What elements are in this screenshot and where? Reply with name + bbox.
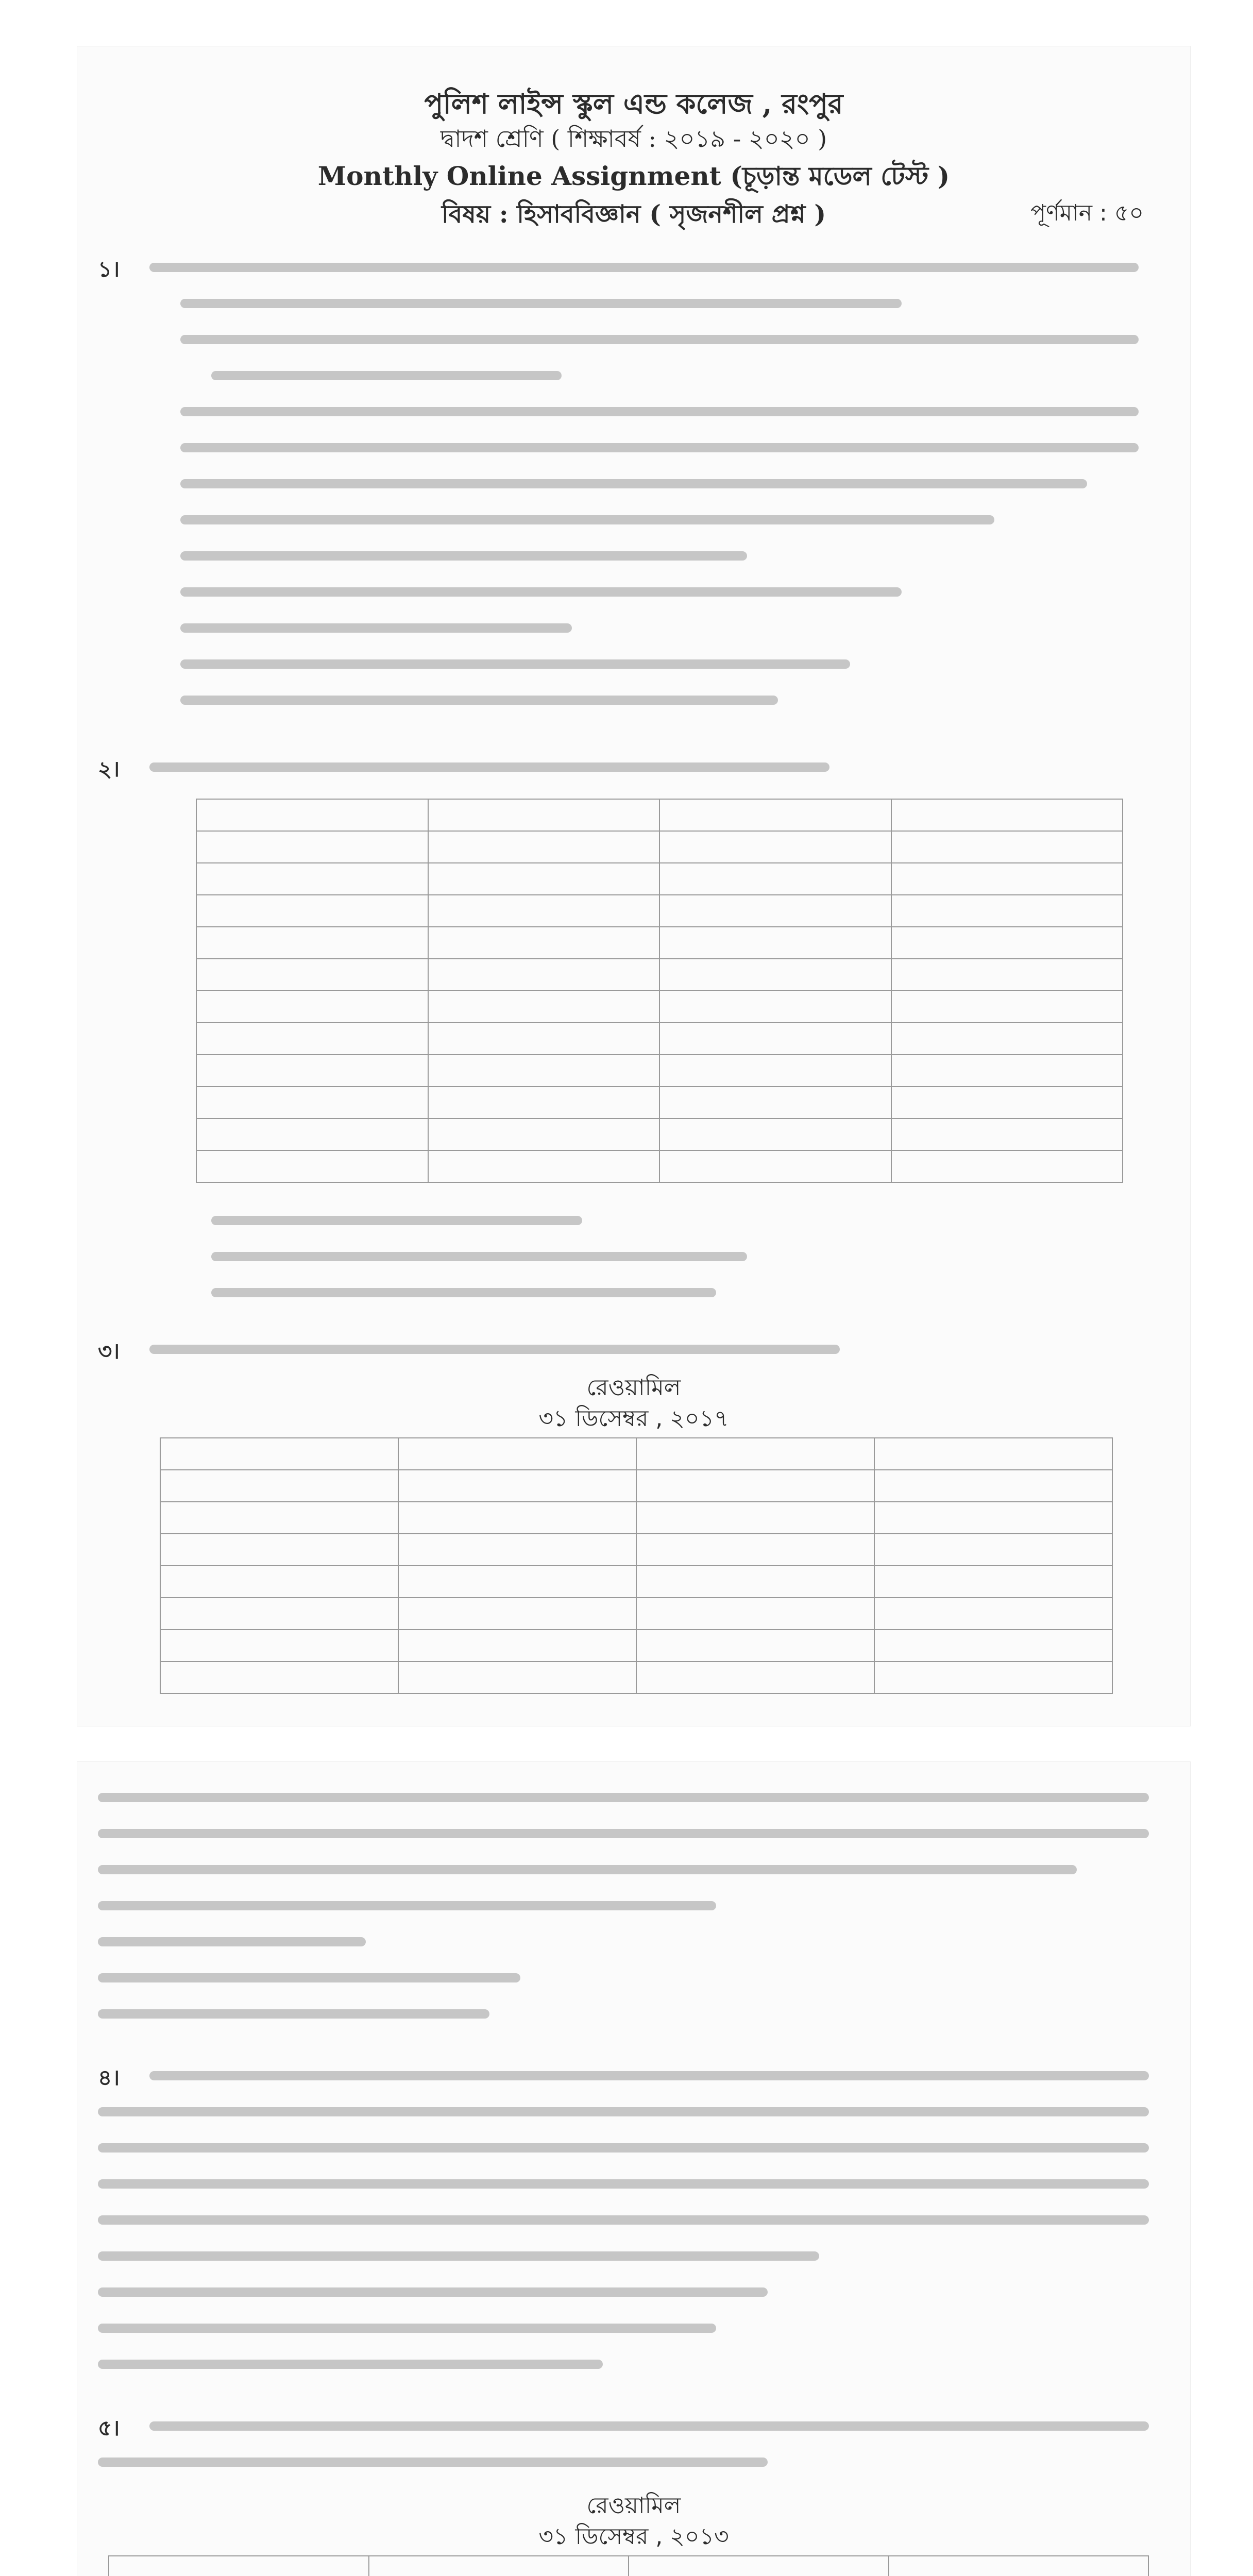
text-line [180, 335, 1139, 344]
text-line [180, 443, 1139, 452]
assignment-title: Monthly Online Assignment (চূড়ান্ত মডেল টেস্ট ) [317, 161, 950, 191]
subject-title: বিষয় : হিসাববিজ্ঞান ( সৃজনশীল প্রশ্ন ) [441, 200, 826, 229]
text-line [211, 1216, 582, 1225]
text-line [149, 1345, 840, 1354]
text-line [180, 623, 572, 633]
class-year: দ্বাদশ শ্রেণি ( শিক্ষাবর্ষ : ২০১৯ - ২০২০ ) [440, 125, 827, 152]
question-4-number: ৪। [98, 2065, 120, 2090]
text-line [180, 479, 1087, 488]
question-3-number: ৩। [98, 1338, 120, 1364]
text-line [98, 2179, 1149, 2189]
text-line [98, 1793, 1149, 1802]
text-line [98, 2458, 768, 2467]
text-line [180, 587, 902, 597]
full-marks: পূর্ণমান : ৫০ [1030, 200, 1144, 226]
text-line [180, 515, 994, 524]
text-line [98, 2360, 603, 2369]
text-line [211, 371, 562, 380]
question-1-number: ১। [98, 257, 120, 282]
text-line [98, 2324, 716, 2333]
trial-balance-table-q5 [108, 2555, 1149, 2576]
trial-balance-title: রেওয়ামিল [586, 2493, 681, 2519]
text-line [180, 299, 902, 308]
ledger-table-q2 [196, 799, 1123, 1183]
text-line [180, 659, 850, 669]
question-2-number: ২। [98, 756, 120, 782]
text-line [180, 551, 747, 561]
text-line [98, 2107, 1149, 2116]
page-2 [77, 1762, 1190, 2576]
text-line [180, 696, 778, 705]
text-line [98, 1829, 1149, 1838]
text-line [149, 2071, 1149, 2080]
text-line [98, 2009, 489, 2019]
text-line [98, 1937, 366, 1946]
text-line [98, 2143, 1149, 2153]
text-line [180, 407, 1139, 416]
trial-balance-title: রেওয়ামিল [586, 1375, 681, 1401]
question-5-number: ৫। [98, 2415, 120, 2441]
school-name: পুলিশ লাইন্স স্কুল এন্ড কলেজ , রংপুর [424, 87, 843, 120]
page-1 [77, 46, 1190, 1726]
text-line [98, 1865, 1077, 1874]
text-line [98, 2215, 1149, 2225]
text-line [211, 1252, 747, 1261]
text-line [98, 2251, 819, 2261]
trial-balance-date: ৩১ ডিসেম্বর , ২০১৩ [538, 2523, 729, 2550]
text-line [149, 762, 829, 772]
trial-balance-date: ৩১ ডিসেম্বর , ২০১৭ [538, 1405, 729, 1432]
text-line [211, 1288, 716, 1297]
text-line [149, 263, 1139, 272]
text-line [149, 2421, 1149, 2431]
text-line [98, 1901, 716, 1910]
text-line [98, 1973, 520, 1982]
text-line [98, 2287, 768, 2297]
trial-balance-table-q3 [160, 1437, 1113, 1694]
